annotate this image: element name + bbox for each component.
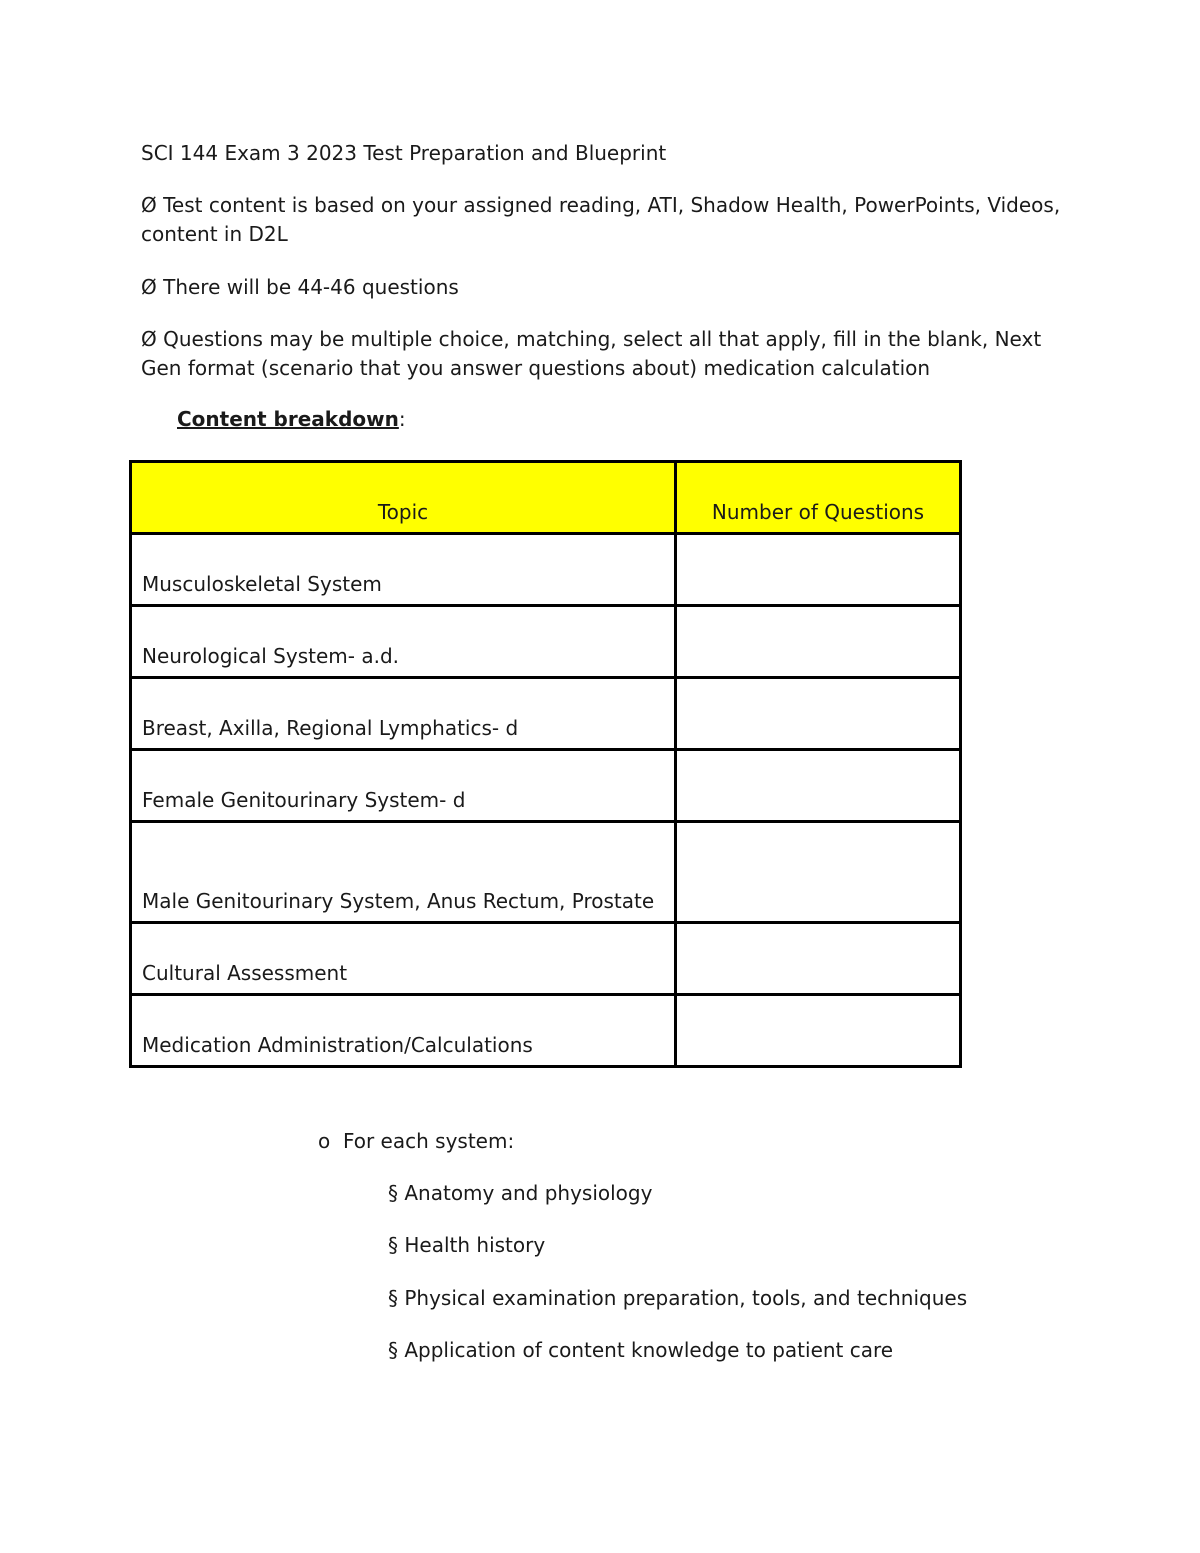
- count-cell: [676, 995, 961, 1067]
- topic-cell: Male Genitourinary System, Anus Rectum, Prostate: [131, 822, 676, 923]
- topic-cell: Medication Administration/Calculations: [131, 995, 676, 1067]
- topic-cell: Neurological System- a.d.: [131, 606, 676, 678]
- table-row: [131, 678, 961, 750]
- count-cell: [676, 678, 961, 750]
- count-cell: [676, 750, 961, 822]
- table-row: [131, 606, 961, 678]
- topic-cell: Breast, Axilla, Regional Lymphatics- d: [131, 678, 676, 750]
- table-row: [131, 750, 961, 822]
- count-cell: [676, 606, 961, 678]
- header-topic: Topic: [131, 462, 676, 534]
- sublist-item-anatomy: § Anatomy and physiology: [388, 1181, 653, 1205]
- bullet-question-count: Ø There will be 44-46 questions: [141, 275, 459, 299]
- sublist-item-physical-exam: § Physical examination preparation, tools, and techniques: [388, 1286, 968, 1310]
- sublist-item-health-history: § Health history: [388, 1233, 546, 1257]
- content-breakdown-label: Content breakdown: [177, 407, 399, 431]
- document-title: SCI 144 Exam 3 2023 Test Preparation and Blueprint: [141, 141, 667, 165]
- count-cell: [676, 822, 961, 923]
- header-number-of-questions: Number of Questions: [676, 462, 961, 534]
- content-breakdown-heading: [177, 405, 406, 434]
- topic-cell: Musculoskeletal System: [131, 534, 676, 606]
- table-row: [131, 995, 961, 1067]
- table-row: [131, 534, 961, 606]
- table-row: [131, 923, 961, 995]
- count-cell: [676, 923, 961, 995]
- topic-cell: Cultural Assessment: [131, 923, 676, 995]
- bullet-test-content: Ø Test content is based on your assigned reading, ATI, Shadow Health, PowerPoints, Videos, content in D2L: [141, 193, 1067, 246]
- sublist-item-application: § Application of content knowledge to patient care: [388, 1338, 894, 1362]
- table-header-row: [131, 462, 961, 534]
- count-cell: [676, 534, 961, 606]
- content-breakdown-colon: :: [398, 407, 406, 431]
- table-row: [131, 822, 961, 923]
- sublist-lead: o For each system:: [318, 1129, 515, 1153]
- content-breakdown-table: [129, 460, 962, 1068]
- bullet-question-types: Ø Questions may be multiple choice, matching, select all that apply, fill in the blank, Next Gen format (scenario that you answer questions about) medication calculation: [141, 327, 1048, 380]
- topic-cell: Female Genitourinary System- d: [131, 750, 676, 822]
